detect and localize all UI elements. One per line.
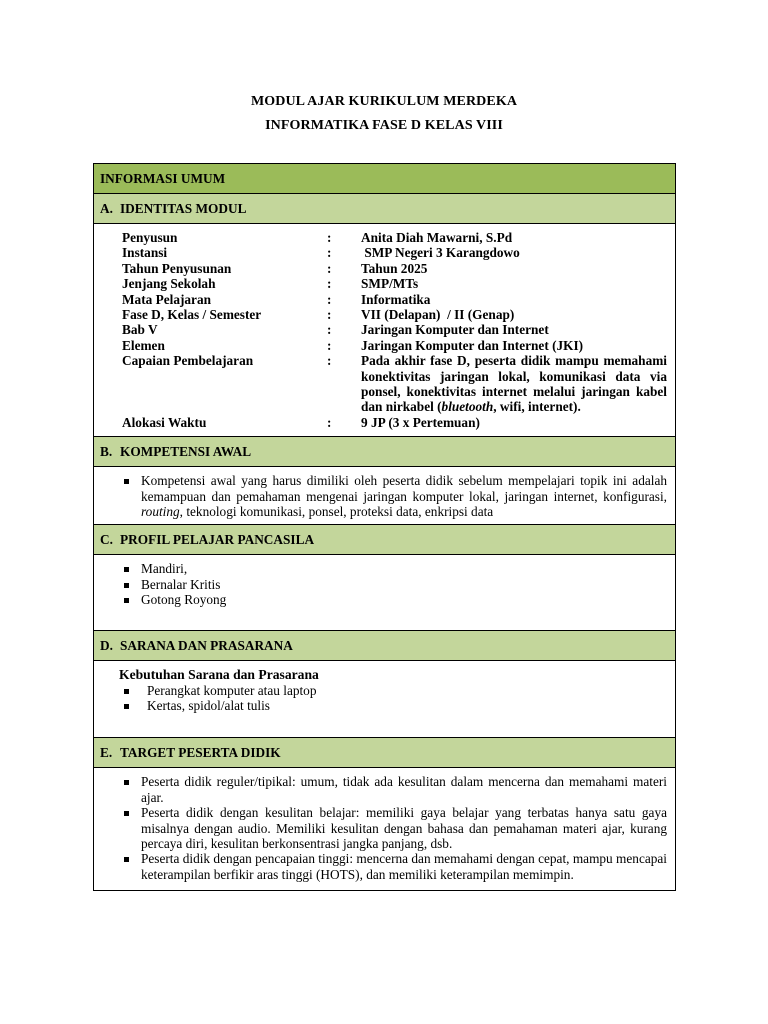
- identitas-row: [122, 276, 667, 291]
- kompetensi-text-end: , teknologi komunikasi, ponsel, proteksi data, enkripsi data: [179, 504, 494, 520]
- header-identitas-modul: [94, 194, 676, 224]
- section-letter: D.: [100, 638, 113, 654]
- doc-subtitle: INFORMATIKA FASE D KELAS VIII: [265, 118, 503, 133]
- doc-title: MODUL AJAR KURIKULUM MERDEKA: [250, 94, 518, 109]
- identitas-row-capaian: [122, 353, 667, 415]
- section-title: TARGET PESERTA DIDIK: [120, 745, 281, 761]
- target-peserta-body: [94, 768, 676, 891]
- identitas-value-capaian: [361, 353, 667, 415]
- identitas-value: SMP/MTs: [361, 276, 419, 292]
- identitas-row: [122, 245, 667, 260]
- section-title: PROFIL PELAJAR PANCASILA: [120, 532, 315, 548]
- identitas-separator: :: [327, 260, 332, 276]
- identitas-label: Fase D, Kelas / Semester: [122, 307, 262, 323]
- identitas-label: Penyusun: [122, 230, 178, 245]
- identitas-label: Bab V: [122, 322, 158, 338]
- identitas-label: Mata Pelajaran: [122, 291, 211, 307]
- identitas-value: Informatika: [361, 291, 431, 307]
- identitas-separator: :: [327, 353, 332, 369]
- list-item: Perangkat komputer atau laptop: [119, 683, 667, 698]
- identitas-separator: :: [327, 337, 332, 353]
- section-letter: B.: [100, 444, 113, 460]
- identitas-value: Jaringan Komputer dan Internet (JKI): [361, 337, 584, 353]
- identitas-row-alokasi: [122, 415, 667, 430]
- list-item: Peserta didik reguler/tipikal: umum, tidak ada kesulitan dalam mencerna dan memahami materi ajar.: [122, 774, 667, 805]
- capaian-text-end: , wifi, internet).: [493, 399, 581, 415]
- sarana-body: [94, 661, 676, 738]
- identitas-value: 9 JP (3 x Pertemuan): [361, 414, 480, 430]
- identitas-value: Jaringan Komputer dan Internet: [361, 322, 549, 338]
- identitas-row: [122, 292, 667, 307]
- identitas-value: Anita Diah Mawarni, S.Pd: [361, 230, 513, 245]
- header-sarana: [94, 631, 676, 661]
- kompetensi-italic: routing: [141, 504, 180, 520]
- identitas-separator: :: [327, 276, 332, 292]
- identitas-row: [122, 307, 667, 322]
- identitas-label: Instansi: [122, 245, 168, 261]
- kompetensi-awal-body: [94, 467, 676, 525]
- list-item: Peserta didik dengan kesulitan belajar: memiliki gaya belajar yang terbatas hanya satu gaya misalnya dengan audio. Memiliki kesulitan dengan bahasa dan pemahaman materi ajar, kurang percaya diri, kesulitan berkonsentrasi jangka panjang, dsb.: [122, 805, 667, 851]
- section-letter: C.: [100, 532, 113, 548]
- section-title: IDENTITAS MODUL: [120, 200, 247, 216]
- identitas-row: [122, 230, 667, 245]
- identitas-separator: :: [327, 230, 332, 245]
- identitas-value: SMP Negeri 3 Karangdowo: [361, 245, 520, 261]
- identitas-separator: :: [327, 307, 332, 323]
- section-letter: A.: [100, 200, 113, 216]
- identitas-value: VII (Delapan) / II (Genap): [361, 307, 515, 323]
- identitas-separator: :: [327, 245, 332, 261]
- identitas-body: [94, 224, 676, 437]
- kompetensi-text: Kompetensi awal yang harus dimiliki oleh peserta didik sebelum mempelajari topik ini adalah kemampuan dan pemahaman mengenai jaringan komputer lokal, jaringan internet, konfigurasi,: [141, 473, 667, 504]
- identitas-value: Tahun 2025: [361, 260, 428, 276]
- header-informasi-umum: INFORMASI UMUM: [94, 164, 676, 194]
- header-kompetensi-awal: [94, 437, 676, 467]
- section-letter: E.: [100, 745, 113, 761]
- identitas-label: Tahun Penyusunan: [122, 260, 232, 276]
- identitas-label: Elemen: [122, 337, 165, 353]
- list-item: Gotong Royong: [122, 592, 667, 607]
- list-item: [122, 473, 667, 519]
- identitas-separator: :: [327, 291, 332, 307]
- profil-pelajar-body: [94, 555, 676, 631]
- list-item: Mandiri,: [122, 561, 667, 576]
- list-item: Peserta didik dengan pencapaian tinggi: mencerna dan memahami dengan cepat, mampu mencapai keterampilan berfikir aras tinggi (HOTS), dan memiliki keterampilan memimpin.: [122, 851, 667, 882]
- identitas-label: Jenjang Sekolah: [122, 276, 216, 292]
- identitas-label: Capaian Pembelajaran: [122, 353, 254, 369]
- capaian-text: Pada akhir fase D, peserta didik mampu memahami konektivitas jaringan lokal, komunikasi data via ponsel, konektivitas internet melalui jaringan kabel dan nirkabel (: [361, 353, 667, 415]
- identitas-separator: :: [327, 414, 332, 430]
- header-target-peserta: [94, 738, 676, 768]
- list-item: Bernalar Kritis: [122, 577, 667, 592]
- sarana-subtitle: Kebutuhan Sarana dan Prasarana: [119, 667, 319, 683]
- modul-table: [93, 163, 676, 891]
- capaian-italic: bluetooth: [441, 399, 494, 415]
- header-profil-pelajar: [94, 525, 676, 555]
- identitas-separator: :: [327, 322, 332, 338]
- section-title: KOMPETENSI AWAL: [120, 444, 252, 460]
- identitas-label: Alokasi Waktu: [122, 414, 207, 430]
- list-item: Kertas, spidol/alat tulis: [119, 698, 667, 713]
- section-title: SARANA DAN PRASARANA: [120, 638, 293, 654]
- identitas-row: [122, 322, 667, 337]
- identitas-row: [122, 338, 667, 353]
- identitas-row: [122, 261, 667, 276]
